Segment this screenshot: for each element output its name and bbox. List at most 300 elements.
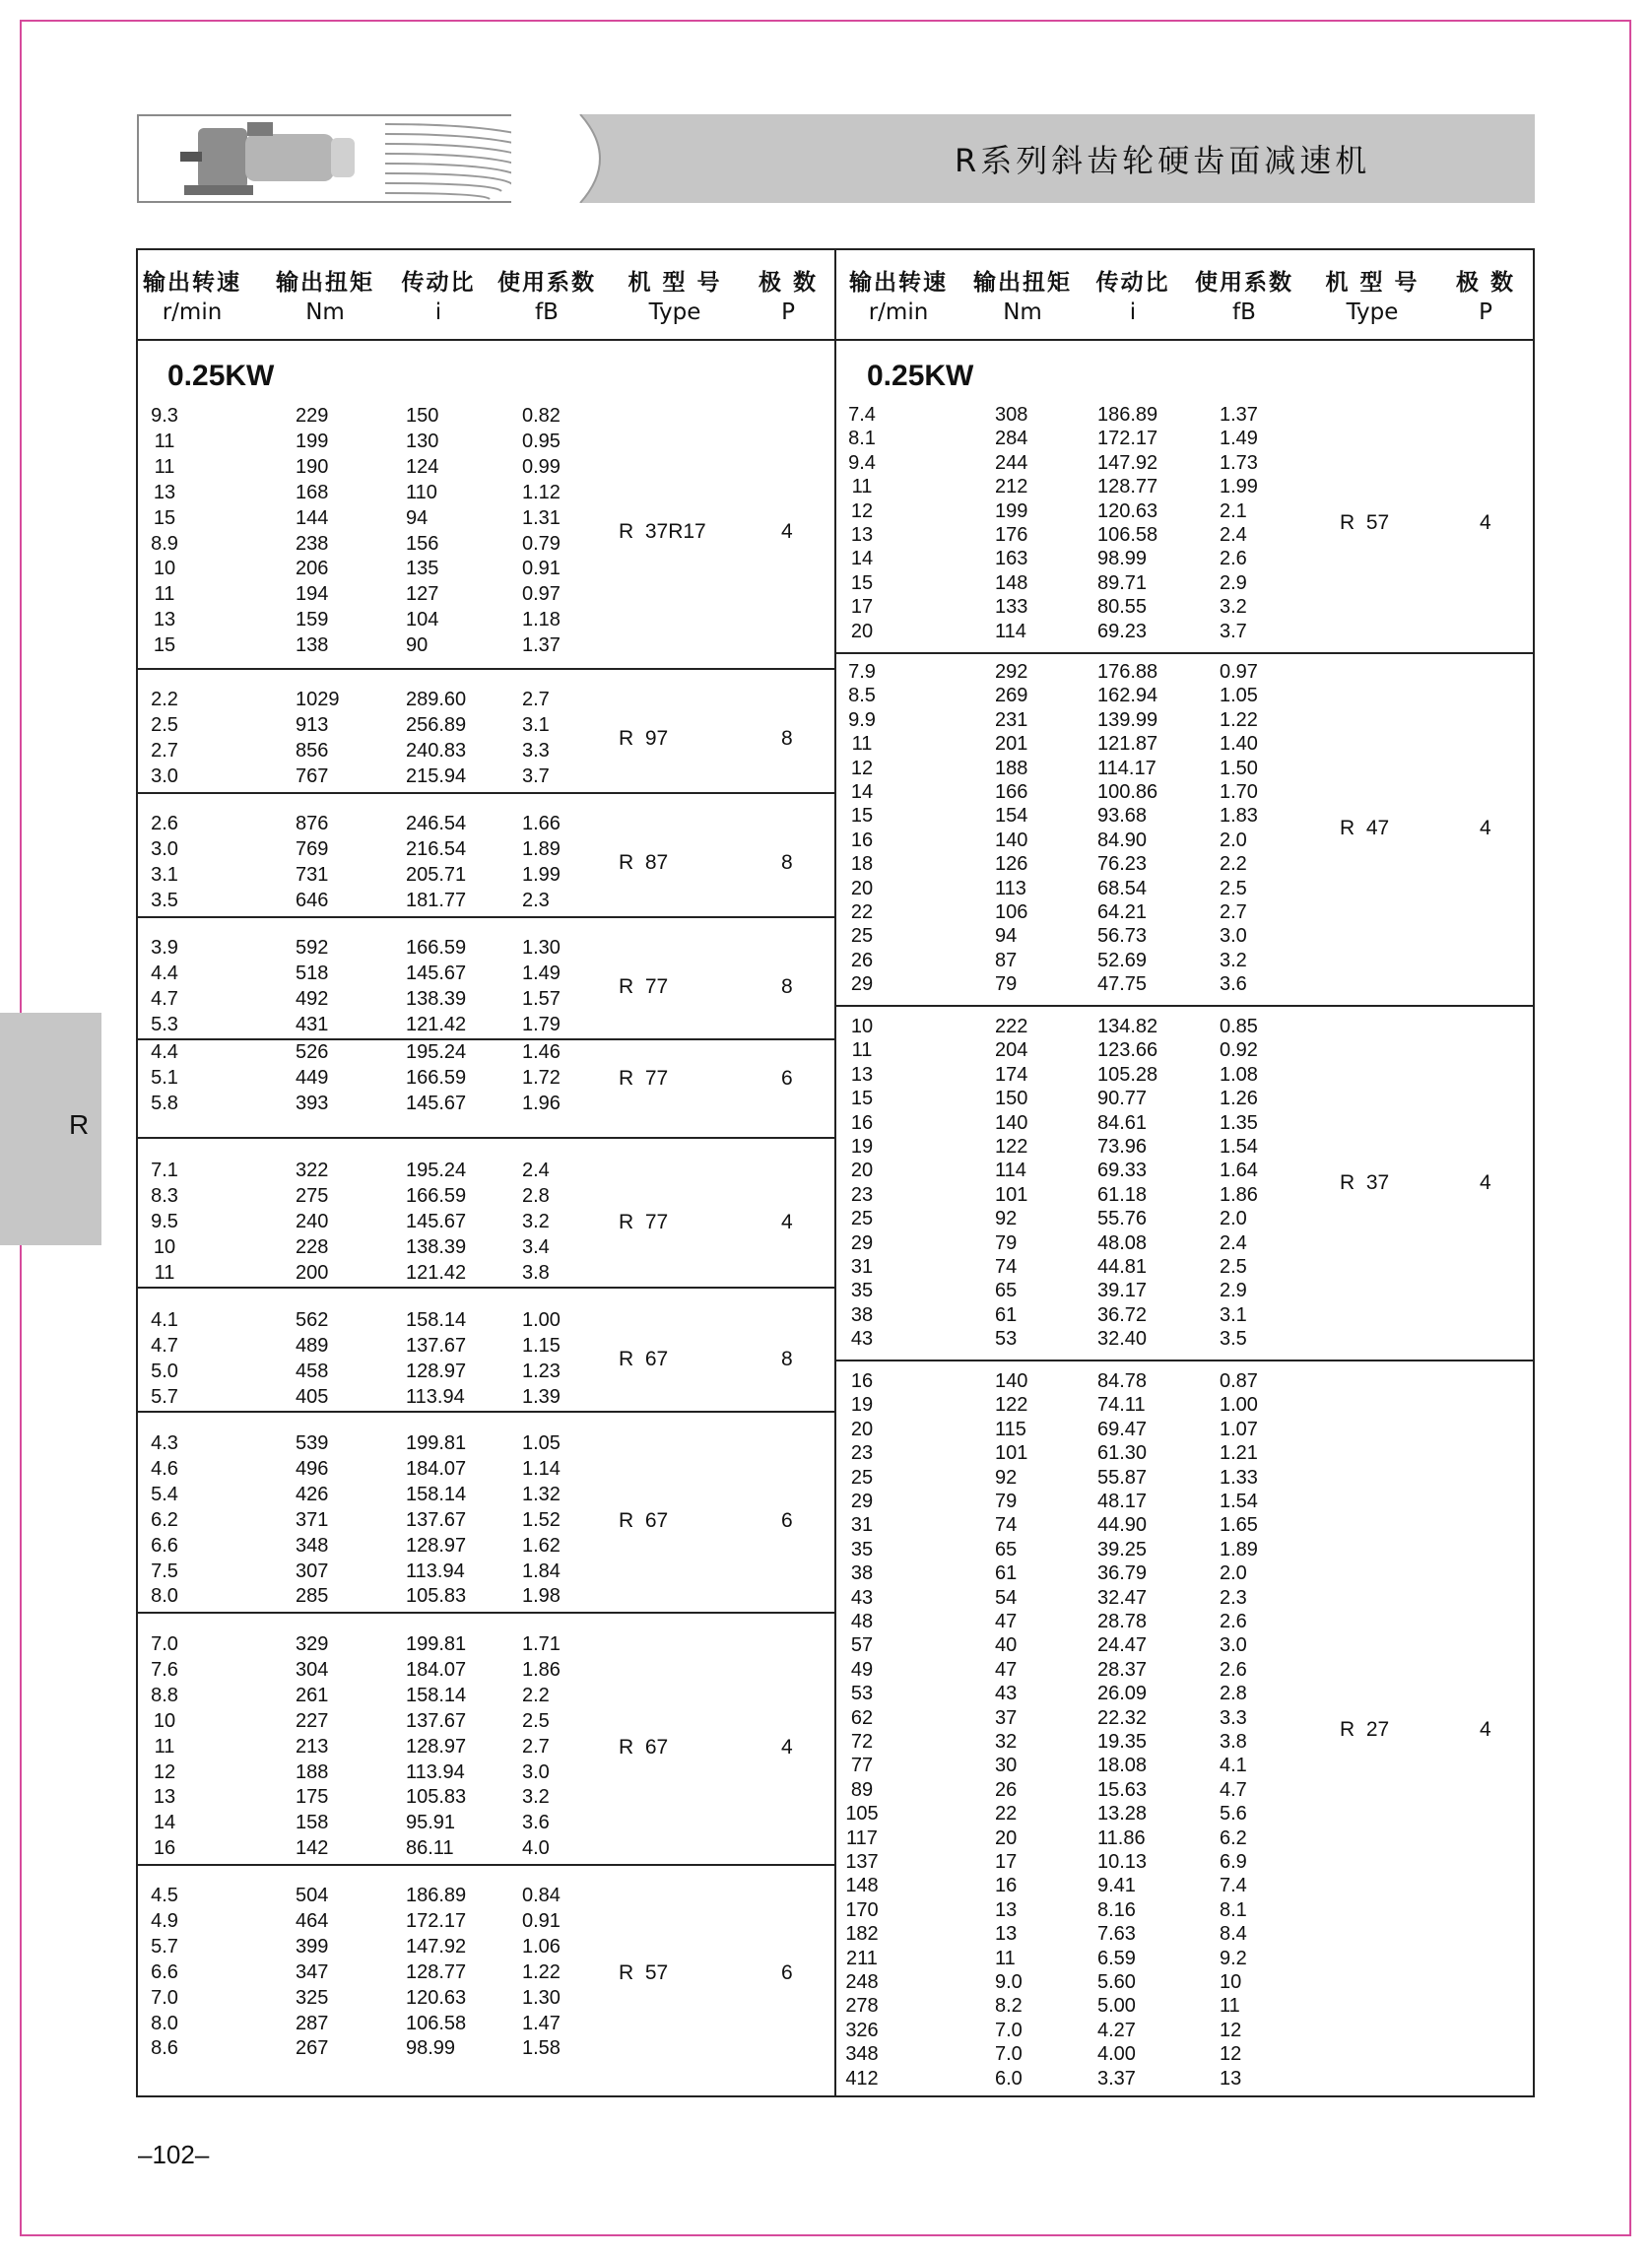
output-speed-cell: 57 (850, 1634, 874, 1657)
output-torque-cell: 449 (296, 1066, 329, 1089)
banner-curve-shape (511, 114, 629, 203)
service-factor-cell: 2.6 (1220, 548, 1247, 570)
ratio-cell: 9.41 (1097, 1875, 1136, 1897)
service-factor-cell: 1.65 (1220, 1514, 1258, 1537)
output-speed-cell: 2.7 (151, 739, 178, 762)
ratio-cell: 128.97 (406, 1360, 467, 1382)
service-factor-cell: 3.2 (1220, 949, 1247, 971)
output-speed-cell: 31 (850, 1514, 874, 1537)
output-speed-cell: 17 (850, 596, 874, 619)
pole-count: 6 (781, 1960, 793, 1984)
service-factor-cell: 1.47 (522, 2012, 561, 2034)
ratio-cell: 4.00 (1097, 2043, 1136, 2066)
output-speed-cell: 4.4 (151, 962, 178, 984)
output-torque-cell: 492 (296, 987, 329, 1010)
pole-count: 4 (1480, 511, 1491, 534)
ratio-cell: 120.63 (406, 1986, 467, 2009)
pole-count: 4 (1480, 1718, 1491, 1741)
pole-count: 6 (781, 1508, 793, 1532)
header-torque-left: 输出扭矩 Nm (276, 270, 374, 325)
ratio-cell: 52.69 (1097, 949, 1148, 971)
service-factor-cell: 1.05 (522, 1432, 561, 1454)
ratio-cell: 89.71 (1097, 571, 1148, 594)
ratio-cell: 84.90 (1097, 829, 1148, 851)
output-torque-cell: 79 (995, 1231, 1018, 1254)
output-speed-cell: 18 (850, 853, 874, 876)
ratio-cell: 98.99 (406, 2037, 456, 2060)
ratio-cell: 5.00 (1097, 1995, 1136, 2018)
output-speed-cell: 8.9 (151, 532, 178, 555)
service-factor-cell: 2.8 (1220, 1683, 1247, 1705)
output-torque-cell: 539 (296, 1432, 329, 1454)
output-speed-cell: 5.0 (151, 1360, 178, 1382)
output-torque-cell: 94 (995, 925, 1018, 948)
output-torque-cell: 307 (296, 1560, 329, 1582)
output-torque-cell: 275 (296, 1184, 329, 1207)
output-torque-cell: 17 (995, 1851, 1018, 1873)
output-torque-cell: 122 (995, 1136, 1028, 1158)
output-torque-cell: 222 (995, 1016, 1028, 1037)
output-speed-cell: 9.3 (151, 405, 178, 427)
ratio-cell: 5.60 (1097, 1971, 1136, 1993)
service-factor-cell: 4.7 (1220, 1778, 1247, 1801)
service-factor-cell: 1.52 (522, 1508, 561, 1531)
ratio-cell: 166.59 (406, 1066, 467, 1089)
header-banner (137, 114, 1535, 203)
output-torque-cell: 405 (296, 1385, 329, 1408)
output-torque-cell: 37 (995, 1706, 1018, 1729)
output-speed-cell: 20 (850, 620, 874, 642)
table-header-separator (136, 339, 1535, 341)
side-tab-label: R (69, 1109, 90, 1140)
ratio-cell: 8.16 (1097, 1898, 1136, 1921)
ratio-cell: 246.54 (406, 813, 467, 834)
service-factor-cell: 1.22 (522, 1960, 561, 1983)
output-speed-cell: 20 (850, 1160, 874, 1182)
output-speed-cell: 11 (154, 1261, 175, 1284)
output-torque-cell: 6.0 (995, 2067, 1023, 2090)
model-type: R 27 (1340, 1718, 1390, 1741)
output-speed-cell: 7.5 (151, 1560, 178, 1582)
service-factor-cell: 1.54 (1220, 1491, 1258, 1512)
header-ratio-right: 传动比 i (1095, 270, 1170, 325)
service-factor-cell: 1.37 (522, 634, 561, 657)
block-separator (836, 1005, 1535, 1007)
output-torque-cell: 159 (296, 609, 329, 631)
service-factor-cell: 3.7 (1220, 620, 1247, 642)
output-torque-cell: 11 (995, 1947, 1016, 1969)
ratio-cell: 158.14 (406, 1483, 467, 1505)
ratio-cell: 3.37 (1097, 2067, 1136, 2090)
output-speed-cell: 16 (850, 1370, 874, 1392)
model-type: R 77 (619, 1210, 669, 1233)
output-torque-cell: 65 (995, 1280, 1018, 1302)
output-torque-cell: 188 (995, 757, 1028, 779)
service-factor-cell: 3.8 (1220, 1731, 1247, 1753)
service-factor-cell: 1.15 (522, 1334, 561, 1357)
output-torque-cell: 199 (995, 499, 1028, 522)
pole-count: 4 (1480, 816, 1491, 839)
output-speed-cell: 43 (850, 1586, 874, 1609)
service-factor-cell: 1.49 (1220, 428, 1258, 450)
output-speed-cell: 77 (850, 1755, 874, 1777)
ratio-cell: 10.13 (1097, 1851, 1148, 1873)
ratio-cell: 105.28 (1097, 1063, 1158, 1086)
ratio-cell: 69.33 (1097, 1160, 1148, 1182)
ratio-cell: 94 (406, 506, 429, 529)
output-speed-cell: 14 (850, 781, 874, 803)
service-factor-cell: 11 (1220, 1995, 1240, 2018)
service-factor-cell: 2.5 (1220, 877, 1247, 899)
output-torque-cell: 347 (296, 1960, 329, 1983)
ratio-cell: 39.25 (1097, 1538, 1148, 1560)
ratio-cell: 176.88 (1097, 661, 1158, 683)
service-factor-cell: 2.7 (522, 689, 550, 710)
service-factor-cell: 1.89 (1220, 1538, 1258, 1560)
output-torque-cell: 646 (296, 889, 329, 911)
output-torque-cell: 22 (995, 1803, 1018, 1826)
output-torque-cell: 106 (995, 901, 1028, 923)
header-torque-right: 输出扭矩 Nm (973, 270, 1072, 325)
header-speed-left: 输出转速 r/min (143, 270, 241, 325)
service-factor-cell: 2.0 (1220, 1562, 1247, 1585)
output-speed-cell: 8.8 (151, 1684, 178, 1706)
ratio-cell: 166.59 (406, 1184, 467, 1207)
header-factor-left: 使用系数 fB (497, 270, 596, 325)
output-torque-cell: 325 (296, 1986, 329, 2009)
ratio-cell: 24.47 (1097, 1634, 1148, 1657)
output-speed-cell: 8.0 (151, 1585, 178, 1608)
output-speed-cell: 13 (153, 1786, 176, 1809)
output-speed-cell: 38 (850, 1303, 874, 1326)
ratio-cell: 84.61 (1097, 1111, 1148, 1134)
output-speed-cell: 16 (850, 1111, 874, 1134)
ratio-cell: 181.77 (406, 889, 467, 911)
ratio-cell: 137.67 (406, 1709, 467, 1732)
output-speed-cell: 35 (850, 1538, 874, 1560)
service-factor-cell: 8.4 (1220, 1923, 1247, 1946)
ratio-cell: 205.71 (406, 863, 467, 886)
output-torque-cell: 74 (995, 1256, 1018, 1278)
ratio-cell: 121.42 (406, 1013, 467, 1035)
ratio-cell: 127 (406, 583, 439, 606)
output-torque-cell: 133 (995, 596, 1028, 619)
output-speed-cell: 3.5 (151, 889, 178, 911)
ratio-cell: 105.83 (406, 1585, 467, 1608)
ratio-cell: 106.58 (406, 2012, 467, 2034)
ratio-cell: 44.81 (1097, 1256, 1148, 1278)
output-torque-cell: 329 (296, 1633, 329, 1655)
output-speed-cell: 2.5 (151, 713, 178, 736)
ratio-cell: 106.58 (1097, 524, 1158, 546)
service-factor-cell: 6.2 (1220, 1826, 1247, 1849)
output-torque-cell: 393 (296, 1092, 329, 1114)
ratio-cell: 113.94 (406, 1760, 465, 1783)
ratio-cell: 114.17 (1097, 757, 1156, 779)
service-factor-cell: 2.5 (1220, 1256, 1247, 1278)
output-speed-cell: 53 (850, 1683, 874, 1705)
output-torque-cell: 65 (995, 1538, 1018, 1560)
ratio-cell: 26.09 (1097, 1683, 1148, 1705)
output-torque-cell: 40 (995, 1634, 1018, 1657)
service-factor-cell: 0.85 (1220, 1016, 1258, 1037)
output-speed-cell: 4.4 (151, 1041, 178, 1063)
service-factor-cell: 1.21 (1220, 1442, 1258, 1465)
pole-count: 4 (1480, 1170, 1491, 1194)
output-speed-cell: 3.9 (151, 937, 178, 959)
ratio-cell: 156 (406, 532, 439, 555)
output-speed-cell: 412 (845, 2067, 879, 2090)
ratio-cell: 199.81 (406, 1633, 467, 1655)
model-type: R 57 (619, 1960, 669, 1984)
ratio-cell: 18.08 (1097, 1755, 1148, 1777)
output-speed-cell: 11 (851, 476, 873, 498)
ratio-cell: 28.78 (1097, 1611, 1148, 1632)
output-speed-cell: 11 (154, 430, 175, 452)
service-factor-cell: 2.3 (522, 889, 550, 911)
ratio-cell: 139.99 (1097, 708, 1158, 731)
output-torque-cell: 122 (995, 1394, 1028, 1417)
service-factor-cell: 1.37 (1220, 404, 1258, 426)
output-torque-cell: 114 (995, 1160, 1026, 1182)
block-separator (136, 1137, 835, 1139)
output-speed-cell: 11 (154, 1735, 175, 1758)
output-speed-cell: 4.7 (151, 987, 178, 1010)
output-speed-cell: 8.6 (151, 2037, 178, 2060)
service-factor-cell: 1.26 (1220, 1088, 1258, 1110)
service-factor-cell: 1.00 (1220, 1394, 1258, 1417)
output-speed-cell: 15 (153, 506, 176, 529)
output-torque-cell: 74 (995, 1514, 1018, 1537)
output-speed-cell: 48 (850, 1611, 874, 1632)
service-factor-cell: 1.62 (522, 1534, 561, 1557)
output-speed-cell: 15 (850, 805, 874, 828)
output-torque-cell: 13 (995, 1923, 1018, 1946)
output-speed-cell: 22 (850, 901, 874, 923)
output-speed-cell: 3.0 (151, 837, 178, 860)
service-factor-cell: 0.97 (1220, 661, 1258, 683)
ratio-cell: 44.90 (1097, 1514, 1148, 1537)
service-factor-cell: 2.2 (1220, 853, 1247, 876)
ratio-cell: 113.94 (406, 1385, 465, 1408)
output-speed-cell: 62 (850, 1706, 874, 1729)
output-torque-cell: 92 (995, 1466, 1018, 1489)
pole-count: 4 (781, 519, 793, 543)
ratio-cell: 240.83 (406, 739, 467, 762)
output-speed-cell: 25 (850, 1466, 874, 1489)
output-speed-cell: 49 (850, 1658, 874, 1681)
service-factor-cell: 1.33 (1220, 1466, 1258, 1489)
output-speed-cell: 19 (850, 1136, 874, 1158)
service-factor-cell: 2.1 (1220, 499, 1247, 522)
output-torque-cell: 163 (995, 548, 1028, 570)
ratio-cell: 11.86 (1097, 1826, 1146, 1849)
output-torque-cell: 114 (995, 620, 1026, 642)
output-torque-cell: 140 (995, 1370, 1028, 1392)
output-speed-cell: 6.6 (151, 1534, 178, 1557)
output-speed-cell: 29 (850, 1231, 874, 1254)
output-speed-cell: 5.3 (151, 1013, 178, 1035)
service-factor-cell: 2.5 (522, 1709, 550, 1732)
service-factor-cell: 2.3 (1220, 1586, 1247, 1609)
ratio-cell: 36.79 (1097, 1562, 1148, 1585)
output-torque-cell: 426 (296, 1483, 329, 1505)
service-factor-cell: 2.6 (1220, 1611, 1247, 1632)
ratio-cell: 158.14 (406, 1684, 467, 1706)
output-torque-cell: 113 (995, 877, 1026, 899)
header-pole-left: 极 数 P (758, 270, 818, 325)
output-speed-cell: 7.1 (151, 1160, 178, 1181)
service-factor-cell: 2.4 (1220, 524, 1247, 546)
ratio-cell: 55.76 (1097, 1208, 1148, 1230)
ratio-cell: 19.35 (1097, 1731, 1148, 1753)
service-factor-cell: 3.4 (522, 1235, 550, 1258)
output-speed-cell: 4.9 (151, 1909, 178, 1932)
output-torque-cell: 876 (296, 813, 329, 834)
output-speed-cell: 11 (154, 455, 175, 478)
service-factor-cell: 5.6 (1220, 1803, 1247, 1826)
ratio-cell: 128.77 (1097, 476, 1158, 498)
model-type: R 37R17 (619, 519, 706, 543)
output-torque-cell: 166 (995, 781, 1028, 803)
output-speed-cell: 26 (850, 949, 874, 971)
model-type: R 57 (1340, 511, 1390, 534)
service-factor-cell: 3.8 (522, 1261, 550, 1284)
ratio-cell: 186.89 (406, 1885, 467, 1906)
output-speed-cell: 19 (850, 1394, 874, 1417)
ratio-cell: 98.99 (1097, 548, 1148, 570)
ratio-cell: 22.32 (1097, 1706, 1148, 1729)
output-torque-cell: 142 (296, 1837, 329, 1860)
output-torque-cell: 201 (995, 733, 1028, 756)
output-speed-cell: 13 (850, 1063, 874, 1086)
output-speed-cell: 13 (850, 524, 874, 546)
output-torque-cell: 7.0 (995, 2043, 1023, 2066)
ratio-cell: 121.87 (1097, 733, 1158, 756)
pole-count: 4 (781, 1735, 793, 1759)
model-type: R 67 (619, 1735, 669, 1759)
output-speed-cell: 105 (845, 1803, 879, 1826)
service-factor-cell: 0.82 (522, 405, 561, 427)
page-number: –102– (138, 2140, 210, 2169)
service-factor-cell: 3.2 (522, 1786, 550, 1809)
output-speed-cell: 4.3 (151, 1432, 178, 1454)
output-torque-cell: 592 (296, 937, 329, 959)
service-factor-cell: 1.07 (1220, 1418, 1258, 1440)
service-factor-cell: 1.30 (522, 937, 561, 959)
ratio-cell: 69.23 (1097, 620, 1148, 642)
output-speed-cell: 8.5 (848, 685, 876, 707)
service-factor-cell: 1.89 (522, 837, 561, 860)
service-factor-cell: 1.08 (1220, 1063, 1258, 1086)
service-factor-cell: 1.66 (522, 813, 561, 834)
output-speed-cell: 4.5 (151, 1885, 178, 1906)
output-torque-cell: 20 (995, 1826, 1018, 1849)
output-torque-cell: 1029 (296, 689, 340, 710)
service-factor-cell: 1.32 (522, 1483, 561, 1505)
header-pole-right: 极 数 P (1455, 270, 1515, 325)
output-speed-cell: 7.0 (151, 1633, 178, 1655)
ratio-cell: 289.60 (406, 689, 467, 710)
ratio-cell: 110 (406, 481, 437, 503)
service-factor-cell: 3.0 (1220, 925, 1247, 948)
ratio-cell: 130 (406, 430, 439, 452)
output-torque-cell: 144 (296, 506, 329, 529)
output-speed-cell: 148 (845, 1875, 879, 1897)
ratio-cell: 256.89 (406, 713, 467, 736)
output-torque-cell: 9.0 (995, 1971, 1023, 1993)
output-torque-cell: 489 (296, 1334, 329, 1357)
output-speed-cell: 14 (153, 1812, 176, 1834)
ratio-cell: 76.23 (1097, 853, 1148, 876)
output-torque-cell: 47 (995, 1611, 1018, 1632)
ratio-cell: 123.66 (1097, 1039, 1158, 1062)
ratio-cell: 138.39 (406, 1235, 467, 1258)
model-type: R 67 (619, 1347, 669, 1370)
service-factor-cell: 3.6 (522, 1812, 550, 1834)
block-separator (136, 1612, 835, 1614)
service-factor-cell: 2.7 (1220, 901, 1247, 923)
service-factor-cell: 1.79 (522, 1013, 561, 1035)
ratio-cell: 138.39 (406, 987, 467, 1010)
output-torque-cell: 79 (995, 1491, 1018, 1512)
output-torque-cell: 518 (296, 962, 329, 984)
service-factor-cell: 0.95 (522, 430, 561, 452)
output-torque-cell: 244 (995, 451, 1028, 474)
output-torque-cell: 267 (296, 2037, 329, 2060)
output-speed-cell: 38 (850, 1562, 874, 1585)
output-torque-cell: 101 (995, 1442, 1028, 1465)
service-factor-cell: 1.99 (522, 863, 561, 886)
service-factor-cell: 1.12 (522, 481, 561, 503)
output-torque-cell: 32 (995, 1731, 1018, 1753)
block-separator (136, 1411, 835, 1413)
output-speed-cell: 117 (846, 1826, 878, 1849)
output-torque-cell: 92 (995, 1208, 1018, 1230)
output-torque-cell: 526 (296, 1041, 329, 1063)
output-torque-cell: 304 (296, 1658, 329, 1681)
service-factor-cell: 1.49 (522, 962, 561, 984)
service-factor-cell: 2.4 (522, 1160, 550, 1181)
ratio-cell: 216.54 (406, 837, 467, 860)
service-factor-cell: 1.70 (1220, 781, 1258, 803)
ratio-cell: 184.07 (406, 1457, 467, 1480)
service-factor-cell: 0.87 (1220, 1370, 1258, 1392)
ratio-cell: 86.11 (406, 1837, 454, 1860)
output-torque-cell: 496 (296, 1457, 329, 1480)
service-factor-cell: 0.97 (522, 583, 561, 606)
pole-count: 8 (781, 850, 793, 874)
output-speed-cell: 2.6 (151, 813, 178, 834)
model-type: R 77 (619, 974, 669, 998)
ratio-cell: 172.17 (1097, 428, 1158, 450)
ratio-cell: 69.47 (1097, 1418, 1148, 1440)
output-torque-cell: 16 (995, 1875, 1018, 1897)
output-torque-cell: 229 (296, 405, 329, 427)
output-speed-cell: 89 (850, 1778, 874, 1801)
output-speed-cell: 137 (845, 1851, 879, 1873)
ratio-cell: 124 (406, 455, 439, 478)
output-torque-cell: 231 (995, 708, 1028, 731)
ratio-cell: 15.63 (1097, 1778, 1148, 1801)
ratio-cell: 105.83 (406, 1786, 467, 1809)
ratio-cell: 95.91 (406, 1812, 456, 1834)
output-torque-cell: 348 (296, 1534, 329, 1557)
output-speed-cell: 11 (851, 1039, 873, 1062)
header-ratio-left: 传动比 i (401, 270, 476, 325)
output-speed-cell: 4.6 (151, 1457, 178, 1480)
service-factor-cell: 1.84 (522, 1560, 561, 1582)
